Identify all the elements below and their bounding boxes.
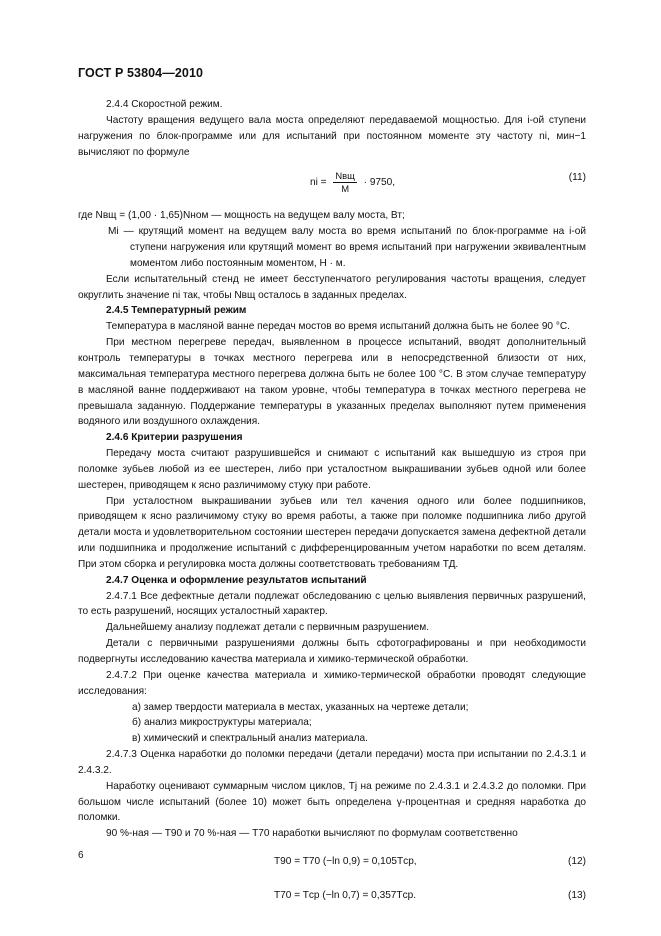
paragraph-temperature: Температура в масляной ванне передач мостов во время испытаний должна быть не более 90 °С.: [106, 321, 570, 333]
document-header: ГОСТ Р 53804—2010: [78, 66, 204, 80]
section-2-4-5-title: 2.4.5 Температурный режим: [106, 305, 247, 317]
paragraph-t90-t70: 90 %-ная — T90 и 70 %-ная — T70 наработки вычисляют по формулам соответственно: [106, 828, 518, 840]
formula-11-lhs: ni =: [310, 177, 327, 189]
formula-11: [78, 160, 586, 208]
paragraph-2-4-7-1: 2.4.7.1 Все дефектные детали подлежат обследованию с целью выявления первичных разрушений, то есть разрушений, носящих усталостный характер.: [78, 590, 586, 618]
paragraph-2-4-7-3: 2.4.7.3 Оценка наработки до поломки передачи (детали передачи) моста при испытании по 2.4.3.1 и 2.4.3.2.: [78, 749, 586, 776]
formula-11-denominator: M: [341, 183, 350, 195]
formula-13: [78, 882, 586, 922]
formula-11-number: (11): [568, 172, 586, 184]
formula-11-numerator: Nвщ: [335, 170, 355, 182]
formula-12-body: T90 = T70 (−ln 0,9) = 0,105Tср,: [274, 856, 417, 868]
paragraph-failure-2: При усталостном выкрашивании зубьев или тел качения одного или более подшипников, приводящем к ясно различимому стуку во время работы, а также при поломке подшипника либо другой детали моста и удовлетворительном состоянии шестерен передачи допускается замена дефектной детали или подшипника и продолжение испытаний с дифференцированным учетом наработки по всем деталям. При этом сборка и регулировка моста должны соответствовать требованиям ТД.: [78, 495, 586, 570]
paragraph-failure-1: Передачу моста считают разрушившейся и снимают с испытаний как вышедшую из строя при поломке зубьев любой из ее шестерен, либо при усталостном выкрашивании зубьев одной или более шестерен, приводящем к ясно различимому стуку при работе.: [78, 448, 586, 491]
paragraph-local-overheat: При местном перегреве передач, выявленном в процессе испытаний, вводят дополнительный контроль температуры в точках местного перегрева или в непосредственной близости от них, максимальная температура местного перегрева должна быть не более 100 °С. В этом случае температуру в масляной ванне поддерживают на таком уровне, чтобы температура в точках местного перегрева не превышала заданную. Поддержание температуры в указанных пределах выполняют путем применения водяного или воздушного охлаждения.: [78, 337, 586, 428]
formula-11-rhs: · 9750,: [363, 177, 396, 189]
formula-12-number: (12): [568, 856, 586, 868]
list-item-c: в) химический и спектральный анализ материала.: [132, 733, 368, 745]
formula-12: [78, 842, 586, 882]
formula-13-number: (13): [568, 890, 586, 902]
list-item-a: а) замер твердости материала в местах, указанных на чертеже детали;: [132, 701, 469, 713]
page-number: 6: [78, 850, 84, 861]
formula-11-fraction: [333, 170, 356, 195]
paragraph-rounding: Если испытательный стенд не имеет бесступенчатого регулирования частоты вращения, следует округлить значение ni так, чтобы Nвщ осталось в заданных пределах.: [78, 273, 586, 301]
paragraph-2-4-7-2: 2.4.7.2 При оценке качества материала и химико-термической обработки проводят следующие исследования:: [78, 669, 586, 697]
list-item-b: б) анализ микроструктуры материала;: [132, 717, 312, 729]
section-2-4-4-title: 2.4.4 Скоростной режим.: [106, 99, 223, 110]
paragraph-photographs: Детали с первичными разрушениями должны быть сфотографированы и при необходимости подвергнуты исследованию качества материала и химико-термической обработки.: [78, 638, 586, 665]
formula-13-body: T70 = Tср (−ln 0,7) = 0,357Tср.: [274, 890, 417, 902]
paragraph-cycles: Наработку оценивают суммарным числом циклов, Tj на режиме по 2.4.3.1 и 2.4.3.2 до поломки. При большом числе испытаний (более 10) может быть определена γ-процентная и средняя наработка до поломки.: [78, 780, 586, 824]
page-body: [78, 97, 586, 922]
where-clause-m: Mi — крутящий момент на ведущем валу моста во время испытаний по блок-программе на i-ой ступени нагружения или крутящий момент во время испытаний при нагружении эквивалентным моментом либо постоянным моментом, Н · м.: [108, 226, 586, 269]
where-clause-n: где Nвщ = (1,00 · 1,65)Nном — мощность на ведущем валу моста, Вт;: [78, 210, 405, 222]
paragraph-analysis: Дальнейшему анализу подлежат детали с первичным разрушением.: [106, 622, 430, 634]
section-2-4-7-title: 2.4.7 Оценка и оформление результатов испытаний: [106, 574, 367, 586]
section-2-4-6-title: 2.4.6 Критерии разрушения: [106, 432, 243, 444]
paragraph-speed-mode: Частоту вращения ведущего вала моста определяют передаваемой мощностью. Для i-ой ступени нагружения по блок-программе или для испытаний при постоянном моменте эту частоту ni, мин−1 вычисляют по формуле: [78, 114, 586, 158]
